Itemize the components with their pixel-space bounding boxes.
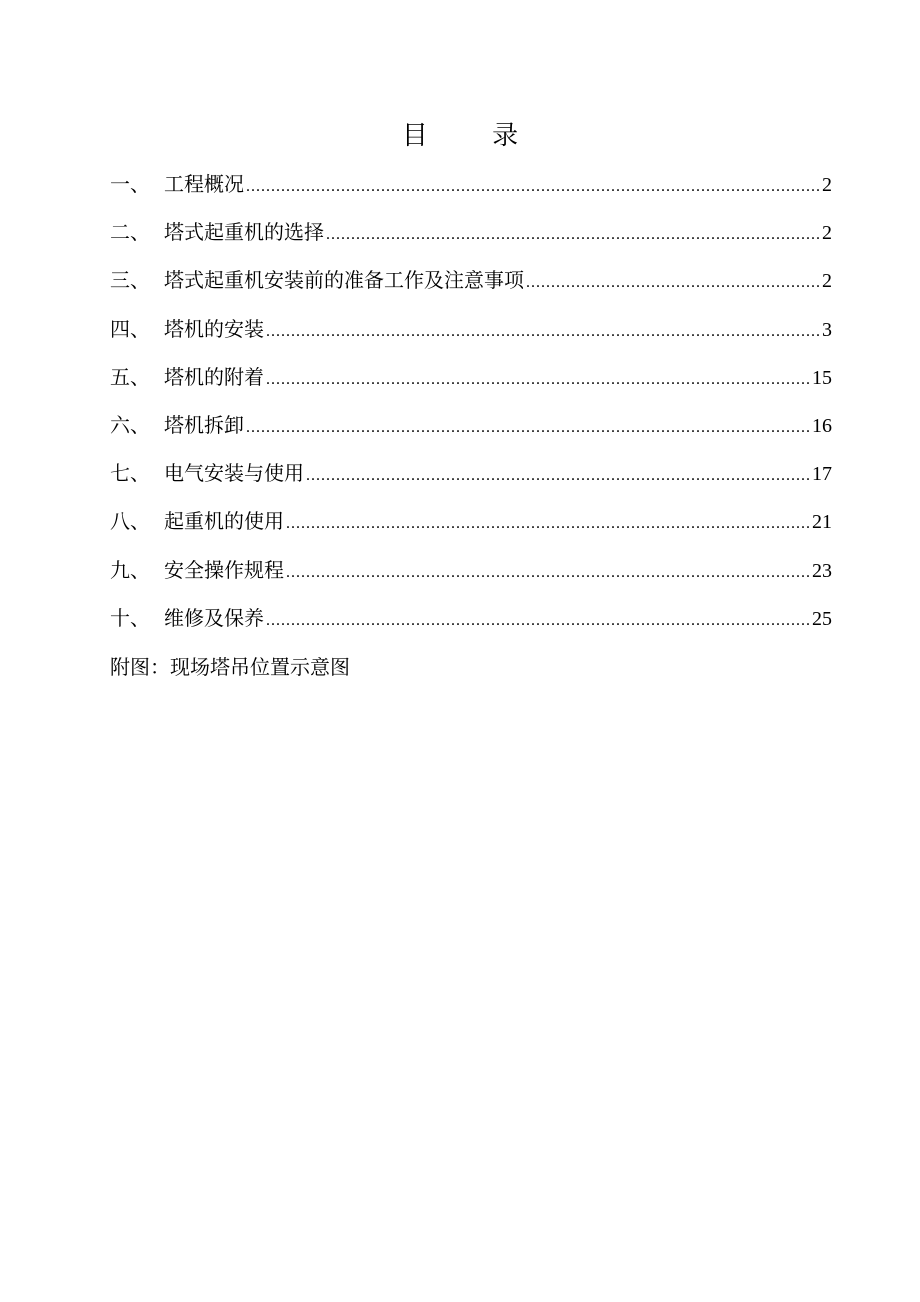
toc-entry-page: 3 <box>822 318 832 341</box>
toc-dot-leader <box>326 217 820 253</box>
toc-entry-8[interactable] <box>110 503 832 551</box>
toc-entry-title: 塔式起重机的选择 <box>164 220 324 245</box>
toc-entry-number: 四、 <box>110 316 150 341</box>
toc-entry-5[interactable] <box>110 359 832 407</box>
toc-dot-leader <box>246 169 820 205</box>
toc-dot-leader <box>526 265 820 301</box>
toc-entry-number: 八、 <box>110 509 150 534</box>
toc-entry-page: 2 <box>822 222 832 245</box>
toc-entry-title: 电气安装与使用 <box>164 461 304 486</box>
toc-entry-page: 25 <box>812 607 832 630</box>
toc-entry-page: 23 <box>812 559 832 582</box>
toc-entry-title: 工程概况 <box>164 172 244 196</box>
toc-dot-leader <box>286 506 810 542</box>
toc-entry-page: 17 <box>812 463 832 486</box>
toc-entry-page: 15 <box>812 366 832 389</box>
toc-entry-title: 塔机拆卸 <box>164 412 244 437</box>
toc-entry-title: 起重机的使用 <box>164 509 284 534</box>
toc-list <box>110 166 832 648</box>
toc-entry-page: 21 <box>812 511 832 534</box>
toc-entry-title: 塔机的安装 <box>164 316 264 341</box>
toc-entry-2[interactable] <box>110 214 832 262</box>
toc-entry-title: 塔机的附着 <box>164 364 264 389</box>
toc-entry-9[interactable] <box>110 552 832 600</box>
toc-entry-3[interactable] <box>110 262 832 310</box>
toc-dot-leader <box>246 410 810 446</box>
toc-entry-number: 二、 <box>110 220 150 245</box>
toc-dot-leader <box>266 603 810 639</box>
toc-entry-10[interactable] <box>110 600 832 648</box>
toc-dot-leader <box>286 555 810 591</box>
toc-entry-title: 安全操作规程 <box>164 557 284 582</box>
toc-dot-leader <box>266 362 810 398</box>
toc-title: 目 录 <box>401 121 547 151</box>
toc-entry-page: 2 <box>822 270 832 293</box>
appendix-note: 附图：现场塔吊位置示意图 <box>110 655 350 679</box>
toc-entry-number: 一、 <box>110 172 150 196</box>
toc-entry-4[interactable] <box>110 311 832 359</box>
toc-entry-6[interactable] <box>110 407 832 455</box>
toc-entry-number: 七、 <box>110 461 150 486</box>
toc-entry-number: 十、 <box>110 605 150 630</box>
toc-entry-number: 九、 <box>110 557 150 582</box>
toc-dot-leader <box>266 314 820 350</box>
toc-entry-page: 2 <box>822 174 832 196</box>
toc-entry-page: 16 <box>812 414 832 437</box>
toc-dot-leader <box>306 458 810 494</box>
toc-entry-7[interactable] <box>110 455 832 503</box>
toc-entry-title: 塔式起重机安装前的准备工作及注意事项 <box>164 268 524 293</box>
toc-entry-1[interactable] <box>110 166 832 214</box>
toc-entry-title: 维修及保养 <box>164 605 264 630</box>
toc-entry-number: 五、 <box>110 364 150 389</box>
toc-entry-number: 六、 <box>110 412 150 437</box>
toc-entry-number: 三、 <box>110 268 150 293</box>
